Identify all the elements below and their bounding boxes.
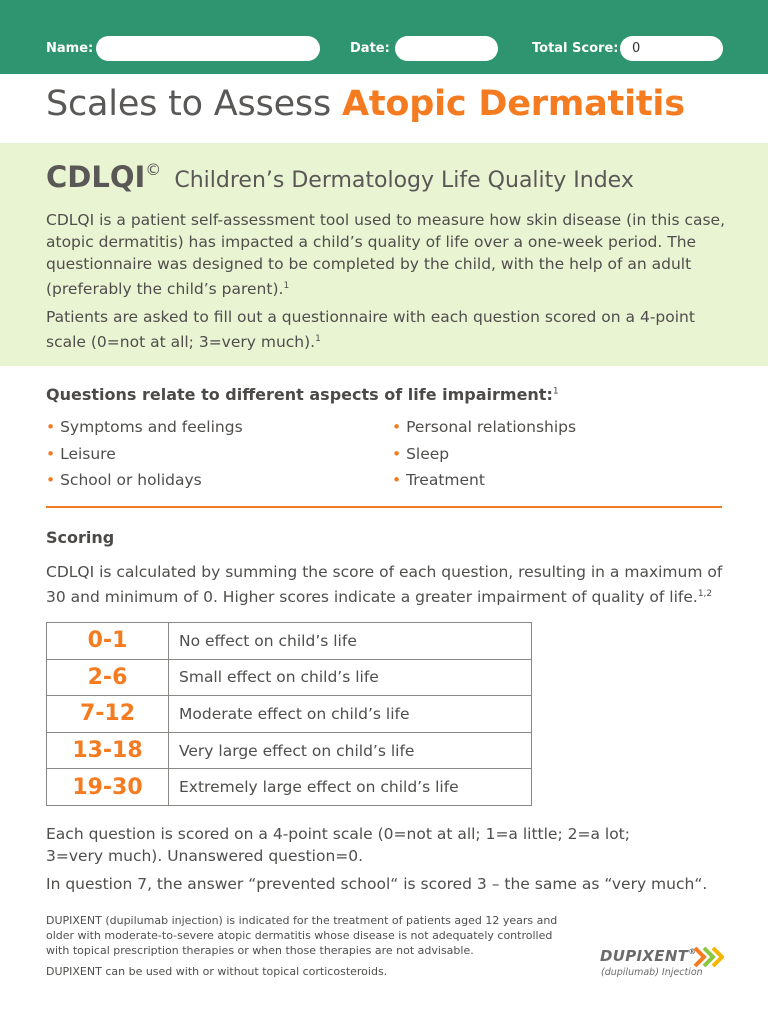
scoring-description [46,561,736,608]
question-seven-note: In question 7, the answer “prevented school“ is scored 3 – the same as “very much“. [46,875,708,893]
total-score-input[interactable] [620,36,723,61]
date-input[interactable] [395,36,498,61]
copyright-mark: © [145,160,162,179]
score-interpretation-table [46,622,532,806]
score-range: 7-12 [47,696,169,733]
cdlqi-description-text: CDLQI is a patient self-assessment tool used to measure how skin disease (in this case, atopic dermatitis) has impacted a child’s quality of life over a one-week period. The questionnaire was designed to be completed by the child, with the help of an adult (preferably the child’s parent). [46,211,726,299]
title-prefix: Scales to Assess [46,84,332,124]
cdlqi-description [46,209,736,300]
aspects-heading-text: Questions relate to different aspects of life impairment: [46,385,553,404]
total-score-label: Total Score: [532,41,619,56]
reference-mark: 1 [315,334,321,344]
table-row [47,769,532,806]
list-item: • Symptoms and feelings [46,414,243,441]
logo-wordmark: DUPIXENT® [600,947,697,965]
scoring-description-text: CDLQI is calculated by summing the score of each question, resulting in a maximum of 30 and minimum of 0. Higher scores indicate a greater impairment of quality of life. [46,563,723,607]
cdlqi-heading [46,160,634,194]
score-meaning: No effect on child’s life [169,623,532,660]
scoring-note: Each question is scored on a 4-point scale (0=not at all; 1=a little; 2=a lot; 3=very much). Unanswered question=0. [46,825,630,865]
list-item: • Treatment [392,467,576,494]
reference-mark: 1,2 [697,589,713,599]
page-title [46,84,685,124]
score-range: 2-6 [47,659,169,696]
list-item: • Leisure [46,441,243,468]
score-range: 19-30 [47,769,169,806]
reference-mark: 1 [552,386,559,397]
score-meaning: Moderate effect on child’s life [169,696,532,733]
table-row [47,732,532,769]
name-label: Name: [46,41,94,56]
table-row [47,623,532,660]
header-bar [0,0,768,74]
dupixent-logo [600,942,730,982]
usage-statement: DUPIXENT can be used with or without topical corticosteroids. [46,965,388,978]
section-divider [46,506,722,508]
logo-subtitle: (dupilumab) Injection [601,967,703,978]
list-item: • Personal relationships [392,414,576,441]
score-meaning: Small effect on child’s life [169,659,532,696]
table-row [47,696,532,733]
score-range: 0-1 [47,623,169,660]
indication-statement: DUPIXENT (dupilumab injection) is indicated for the treatment of patients aged 12 years and older with moderate-to-severe atopic dermatitis whose disease is not adequately controlled with topical prescription therapies or when those therapies are not advisable. [46,914,558,957]
cdlqi-abbreviation: CDLQI [46,160,146,194]
date-label: Date: [350,41,390,56]
score-meaning: Extremely large effect on child’s life [169,769,532,806]
aspects-list-right [392,414,576,494]
aspects-heading [46,385,559,404]
title-emphasis: Atopic Dermatitis [341,84,685,124]
score-range: 13-18 [47,732,169,769]
cdlqi-instructions [46,306,736,353]
list-item: • Sleep [392,441,576,468]
scoring-heading: Scoring [46,528,115,547]
cdlqi-full-name: Children’s Dermatology Life Quality Index [174,168,634,193]
score-meaning: Very large effect on child’s life [169,732,532,769]
cdlqi-instructions-text: Patients are asked to fill out a questionnaire with each question scored on a 4-point scale (0=not at all; 3=very much). [46,308,695,352]
list-item: • School or holidays [46,467,243,494]
reference-mark: 1 [283,281,290,291]
name-input[interactable] [96,36,320,61]
table-row [47,659,532,696]
chevron-arrows-icon [692,942,724,972]
aspects-list-left [46,414,243,494]
